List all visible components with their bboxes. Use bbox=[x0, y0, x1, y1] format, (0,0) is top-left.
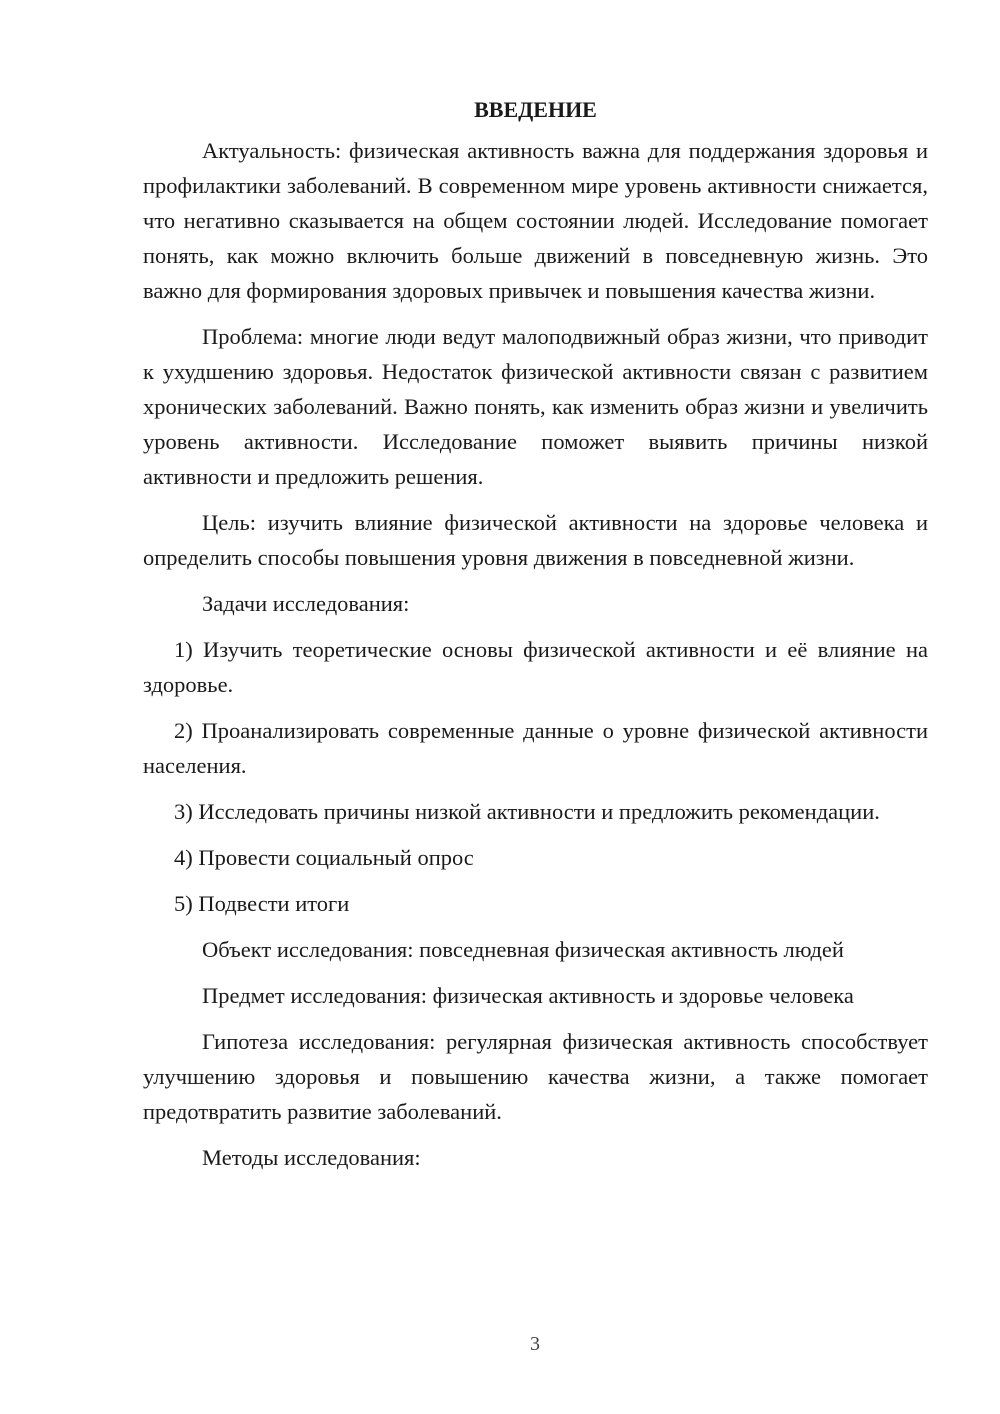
goal-paragraph: Цель: изучить влияние физической активности на здоровье человека и определить способы повышения уровня движения в повседневной жизни. bbox=[143, 510, 928, 570]
document-page bbox=[143, 92, 928, 1186]
subject-paragraph: Предмет исследования: физическая активность и здоровье человека bbox=[202, 983, 854, 1008]
page-number: 3 bbox=[530, 1333, 540, 1355]
task-item-4: 4) Провести социальный опрос bbox=[174, 845, 474, 870]
task-item-2: 2) Проанализировать современные данные о уровне физической активности населения. bbox=[143, 718, 928, 778]
problem-paragraph: Проблема: многие люди ведут малоподвижный образ жизни, что приводит к ухудшению здоровья. Недостаток физической активности связан с развитием хронических заболеваний. Важно понять, как изменить образ жизни и увеличить уровень активности. Исследование поможет выявить причины низкой активности и предложить решения. bbox=[143, 324, 928, 489]
tasks-heading: Задачи исследования: bbox=[202, 591, 410, 616]
hypothesis-paragraph: Гипотеза исследования: регулярная физическая активность способствует улучшению здоровья и повышению качества жизни, а также помогает предотвратить развитие заболеваний. bbox=[143, 1029, 928, 1124]
object-paragraph: Объект исследования: повседневная физическая активность людей bbox=[202, 937, 844, 962]
section-title: ВВЕДЕНИЕ bbox=[474, 97, 597, 122]
task-item-1: 1) Изучить теоретические основы физической активности и её влияние на здоровье. bbox=[143, 637, 928, 697]
task-item-5: 5) Подвести итоги bbox=[174, 891, 350, 916]
relevance-paragraph: Актуальность: физическая активность важна для поддержания здоровья и профилактики заболеваний. В современном мире уровень активности снижается, что негативно сказывается на общем состоянии людей. Исследование помогает понять, как можно включить больше движений в повседневную жизнь. Это важно для формирования здоровых привычек и повышения качества жизни. bbox=[143, 138, 928, 303]
methods-heading: Методы исследования: bbox=[202, 1145, 421, 1170]
task-item-3: 3) Исследовать причины низкой активности и предложить рекомендации. bbox=[174, 799, 880, 824]
